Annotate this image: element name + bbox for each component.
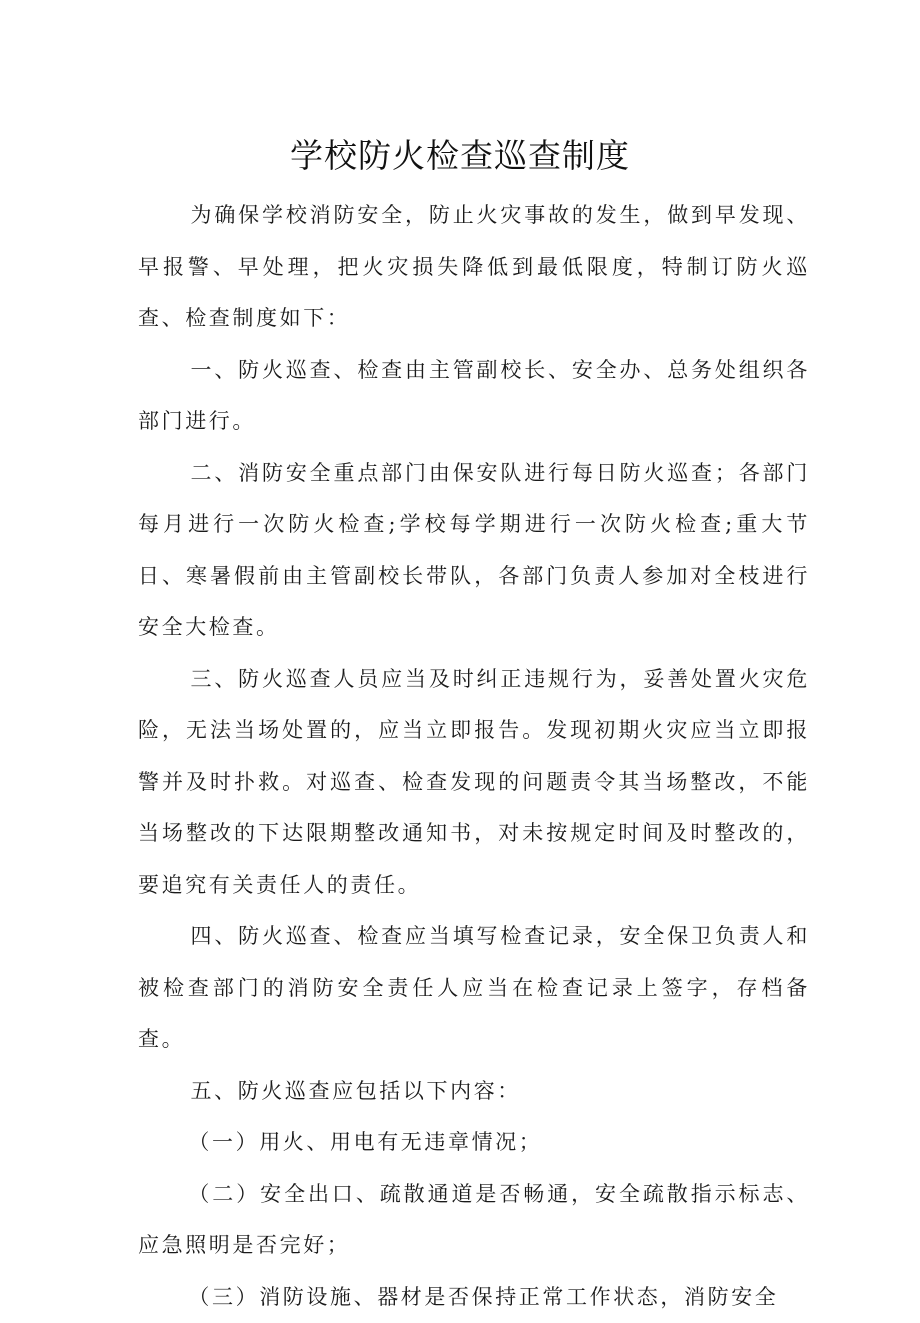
document-body bbox=[138, 190, 810, 1323]
paragraph-subitem-2: （二）安全出口、疏散通道是否畅通，安全疏散指示标志、应急照明是否完好； bbox=[138, 1169, 810, 1272]
document-title: 学校防火检查巡查制度 bbox=[0, 128, 920, 184]
paragraph-subitem-1: （一）用火、用电有无违章情况； bbox=[138, 1117, 810, 1169]
paragraph-item-3: 三、防火巡查人员应当及时纠正违规行为，妥善处置火灾危险，无法当场处置的，应当立即报告。发现初期火灾应当立即报警并及时扑救。对巡查、检查发现的问题责令其当场整改，不能当场整改的下达限期整改通知书，对未按规定时间及时整改的，要追究有关责任人的责任。 bbox=[138, 654, 810, 912]
paragraph-intro: 为确保学校消防安全，防止火灾事故的发生，做到早发现、早报警、早处理，把火灾损失降低到最低限度，特制订防火巡查、检查制度如下： bbox=[138, 190, 810, 345]
paragraph-item-5: 五、防火巡查应包括以下内容： bbox=[138, 1066, 810, 1118]
paragraph-item-4: 四、防火巡查、检查应当填写检查记录，安全保卫负责人和被检查部门的消防安全责任人应当在检查记录上签字，存档备查。 bbox=[138, 911, 810, 1066]
paragraph-subitem-3: （三）消防设施、器材是否保持正常工作状态，消防安全 bbox=[138, 1272, 810, 1323]
paragraph-item-1: 一、防火巡查、检查由主管副校长、安全办、总务处组织各部门进行。 bbox=[138, 345, 810, 448]
paragraph-item-2: 二、消防安全重点部门由保安队进行每日防火巡查；各部门每月进行一次防火检查;学校每学期进行一次防火检查;重大节日、寒暑假前由主管副校长带队，各部门负责人参加对全枝进行安全大检查。 bbox=[138, 448, 810, 654]
